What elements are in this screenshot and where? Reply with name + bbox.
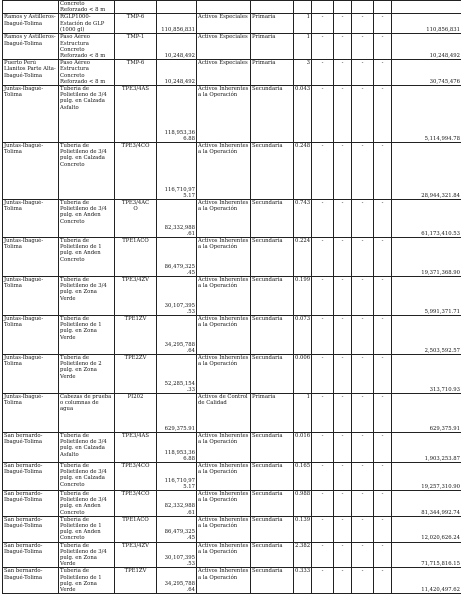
cell-dash: - — [334, 491, 352, 517]
cell-dash: - — [334, 542, 352, 568]
cell-cat — [251, 1, 294, 14]
table-row — [3, 86, 461, 143]
cell-type: Activos Inherentes a la Operación — [197, 277, 251, 316]
cell-dash: - — [312, 14, 334, 34]
cell-total: 313,710.93 — [392, 355, 461, 394]
cell-cat: Secundaria — [251, 86, 294, 143]
cell-dash: - — [334, 200, 352, 238]
cell-desc: Tubería de Polietileno de 1 pulg. en Anden Concreto — [59, 516, 115, 542]
cell-code: PI202 — [115, 394, 157, 433]
cell-desc: Tubería de Polietileno de 3/4 pulg. en Zona Verde — [59, 542, 115, 568]
cell-qty: 0.333 — [294, 568, 312, 594]
cell-price: 116,710,97 5.17 — [157, 143, 197, 200]
cell-cat: Secundaria — [251, 542, 294, 568]
table-row — [3, 1, 461, 14]
cell-qty: 0.199 — [294, 277, 312, 316]
cell-dash: - — [374, 34, 392, 60]
cell-total: 2,503,592.57 — [392, 316, 461, 355]
cell-type: Activos Inherentes a la Operación — [197, 433, 251, 463]
cell-qty: 1 — [294, 394, 312, 433]
cell-dash: - — [374, 568, 392, 594]
cell-code: TMP-6 — [115, 60, 157, 86]
cell-dash: - — [334, 568, 352, 594]
cell-type: Activos Inherentes a la Operación — [197, 542, 251, 568]
cell-qty: 0.743 — [294, 200, 312, 238]
cell-price: 10,248,492 — [157, 34, 197, 60]
cell-price: 34,295,788 .64 — [157, 568, 197, 594]
cell-dash: - — [312, 355, 334, 394]
cell-dash: - — [312, 86, 334, 143]
cell-price: 30,107,395 .53 — [157, 277, 197, 316]
cell-loc: San bernardo-Ibagué-Tolima — [3, 463, 59, 491]
cell-loc: Juntas-Ibagué-Tolima — [3, 143, 59, 200]
cell-dash: - — [312, 433, 334, 463]
cell-loc: Juntas-Ibagué-Tolima — [3, 355, 59, 394]
cell-type — [197, 1, 251, 14]
cell-total: 30,745,476 — [392, 60, 461, 86]
cell-dash: - — [312, 463, 334, 491]
cell-type: Activos Especiales — [197, 14, 251, 34]
cell-code: TPE1ACO — [115, 516, 157, 542]
cell-dash: - — [374, 316, 392, 355]
cell-cat: Primaria — [251, 60, 294, 86]
cell-loc: San bernardo-Ibagué-Tolima — [3, 491, 59, 517]
cell-dash — [374, 1, 392, 14]
cell-loc: San bernardo-Ibagué-Tolima — [3, 433, 59, 463]
cell-dash: - — [334, 277, 352, 316]
cell-dash: - — [334, 14, 352, 34]
cell-type: Activos Inherentes a la Operación — [197, 238, 251, 277]
cell-desc: Tubería de Polietileno de 3/4 pulg. en Anden Concreto — [59, 491, 115, 517]
cell-cat: Secundaria — [251, 491, 294, 517]
cell-cat: Secundaria — [251, 568, 294, 594]
cell-qty: 1 — [294, 34, 312, 60]
table-row — [3, 394, 461, 433]
cell-desc: Cabezas de prueba o columnas de agua — [59, 394, 115, 433]
cell-desc: Tubería de Polietileno de 3/4 pulg. en Zona Verde — [59, 277, 115, 316]
cell-dash: - — [312, 542, 334, 568]
cell-code — [115, 1, 157, 14]
table-row — [3, 542, 461, 568]
cell-total: 19,371,368.90 — [392, 238, 461, 277]
cell-qty: 0.006 — [294, 355, 312, 394]
cell-dash: - — [352, 34, 374, 60]
table-row — [3, 34, 461, 60]
cell-total: 10,248,492 — [392, 34, 461, 60]
cell-price: 118,953,36 6.88 — [157, 433, 197, 463]
table-row — [3, 463, 461, 491]
cell-dash: - — [312, 568, 334, 594]
table-row — [3, 316, 461, 355]
cell-dash: - — [374, 60, 392, 86]
cell-desc: Tubería de Polietileno de 3/4 pulg. en Calzada Asfalto — [59, 86, 115, 143]
cell-qty: 2.382 — [294, 542, 312, 568]
cell-dash — [334, 1, 352, 14]
cell-code: TPE2ZV — [115, 355, 157, 394]
cell-total: 28,944,321.84 — [392, 143, 461, 200]
cell-dash: - — [374, 355, 392, 394]
cell-code: TPE3/4ZV — [115, 542, 157, 568]
cell-desc: Tubería de Polietileno de 1 pulg. en Zona Verde — [59, 568, 115, 594]
cell-dash — [312, 1, 334, 14]
cell-dash: - — [352, 238, 374, 277]
cell-type: Activos Inherentes a la Operación — [197, 568, 251, 594]
cell-dash: - — [374, 143, 392, 200]
cell-code: TMP-1 — [115, 34, 157, 60]
cell-qty: 0.248 — [294, 143, 312, 200]
cell-cat: Secundaria — [251, 433, 294, 463]
cell-dash: - — [312, 277, 334, 316]
table-row — [3, 491, 461, 517]
cell-type: Activos Especiales — [197, 34, 251, 60]
cell-total: 81,344,992.74 — [392, 491, 461, 517]
cell-dash: - — [352, 143, 374, 200]
cell-total: 1,903,253.87 — [392, 433, 461, 463]
cell-type: Activos Inherentes a la Operación — [197, 516, 251, 542]
cell-cat: Secundaria — [251, 200, 294, 238]
cell-dash: - — [334, 60, 352, 86]
cell-loc: San bernardo-Ibagué-Tolima — [3, 568, 59, 594]
cell-desc: Tubería de Polietileno de 2 pulg. en Zona Verde — [59, 355, 115, 394]
cell-code: TPE3/4AS — [115, 86, 157, 143]
cell-desc: Tubería de Polietileno de 3/4 pulg. en Calzada Concreto — [59, 143, 115, 200]
cell-dash: - — [374, 433, 392, 463]
cell-cat: Secundaria — [251, 516, 294, 542]
cell-qty: 0.139 — [294, 516, 312, 542]
cell-total: 5,991,371.71 — [392, 277, 461, 316]
cell-desc: Paso Aéreo Estructura Concreto Reforzado < 8 m — [59, 34, 115, 60]
cell-dash: - — [334, 394, 352, 433]
cell-desc: Tubería de Polietileno de 3/4 pulg. en Calzada Concreto — [59, 463, 115, 491]
cell-dash: - — [352, 542, 374, 568]
cell-code: TPE1ZV — [115, 568, 157, 594]
cell-code: TPE3/4ZV — [115, 277, 157, 316]
cell-price: 82,332,988 .61 — [157, 491, 197, 517]
cell-loc: Ramos y Astilleros-Ibagué-Tolima — [3, 34, 59, 60]
cell-dash: - — [352, 277, 374, 316]
cell-type: Activos Inherentes a la Operación — [197, 491, 251, 517]
cell-dash: - — [334, 316, 352, 355]
cell-dash: - — [352, 316, 374, 355]
cell-price: 82,332,988 .61 — [157, 200, 197, 238]
cell-price: 30,107,395 .53 — [157, 542, 197, 568]
cell-cat: Secundaria — [251, 316, 294, 355]
cell-dash — [352, 1, 374, 14]
cell-dash: - — [374, 491, 392, 517]
cell-dash: - — [352, 394, 374, 433]
table-row — [3, 355, 461, 394]
cell-price: 116,710,97 5.17 — [157, 463, 197, 491]
cell-cat: Secundaria — [251, 277, 294, 316]
cell-price: 629,375.91 — [157, 394, 197, 433]
table-row — [3, 516, 461, 542]
cell-desc: Tubería de Polietileno de 1 pulg. en Anden Concreto — [59, 238, 115, 277]
cell-cat: Secundaria — [251, 463, 294, 491]
cell-total: 61,173,410.53 — [392, 200, 461, 238]
cell-dash: - — [334, 86, 352, 143]
cell-code: TPE3/4CO — [115, 491, 157, 517]
cell-type: Activos de Control de Calidad — [197, 394, 251, 433]
cell-cat: Primaria — [251, 394, 294, 433]
table-row — [3, 433, 461, 463]
cell-qty — [294, 1, 312, 14]
cell-dash: - — [334, 355, 352, 394]
cell-dash: - — [312, 516, 334, 542]
cell-qty: 1 — [294, 14, 312, 34]
cell-dash: - — [312, 316, 334, 355]
cell-price: 110,856,831 — [157, 14, 197, 34]
cell-type: Activos Inherentes a la Operación — [197, 143, 251, 200]
cell-dash: - — [352, 463, 374, 491]
cell-qty: 0.165 — [294, 463, 312, 491]
cell-price: 86,479,325 .45 — [157, 238, 197, 277]
cell-dash: - — [352, 60, 374, 86]
cell-cat: Secundaria — [251, 355, 294, 394]
cell-qty: 0.224 — [294, 238, 312, 277]
cell-type: Activos Inherentes a la Operación — [197, 200, 251, 238]
cell-total: 19,257,310.90 — [392, 463, 461, 491]
cell-dash: - — [352, 433, 374, 463]
table-row — [3, 143, 461, 200]
cell-code: TPE3/4CO — [115, 463, 157, 491]
cell-type: Activos Especiales — [197, 60, 251, 86]
cell-dash: - — [374, 14, 392, 34]
cell-loc: Ramos y Astilleros-Ibagué-Tolima — [3, 14, 59, 34]
cell-desc: Tubería de Polietileno de 3/4 pulg. en Calzada Asfalto — [59, 433, 115, 463]
cell-desc: Tubería de Polietileno de 3/4 pulg. en Anden Concreto — [59, 200, 115, 238]
cell-code: TPE1ACO — [115, 238, 157, 277]
cell-price: 10,248,492 — [157, 60, 197, 86]
cell-loc: Juntas-Ibagué-Tolima — [3, 277, 59, 316]
cell-price: 118,953,36 6.88 — [157, 86, 197, 143]
cell-dash: - — [352, 516, 374, 542]
cell-type: Activos Inherentes a la Operación — [197, 316, 251, 355]
cell-qty: 0.016 — [294, 433, 312, 463]
cell-dash: - — [312, 200, 334, 238]
cell-dash: - — [334, 34, 352, 60]
cell-dash: - — [312, 143, 334, 200]
cell-dash: - — [312, 491, 334, 517]
cell-dash: - — [374, 394, 392, 433]
cell-loc: Juntas-Ibagué-Tolima — [3, 316, 59, 355]
cell-qty: 0.073 — [294, 316, 312, 355]
cell-type: Activos Inherentes a la Operación — [197, 355, 251, 394]
cell-dash: - — [312, 394, 334, 433]
cell-loc: Juntas-Ibagué-Tolima — [3, 238, 59, 277]
cell-dash: - — [312, 238, 334, 277]
cell-desc: RGLP1000-Estación de GLP (1000 gl) — [59, 14, 115, 34]
cell-code: TPE3/4AC O — [115, 200, 157, 238]
cell-dash: - — [334, 433, 352, 463]
cell-cat: Secundaria — [251, 143, 294, 200]
cell-dash: - — [374, 238, 392, 277]
table-row — [3, 14, 461, 34]
cell-dash: - — [334, 143, 352, 200]
cell-total: 11,420,497.62 — [392, 568, 461, 594]
table-row — [3, 568, 461, 594]
cell-desc: Tubería de Polietileno de 1 pulg. en Zona Verde — [59, 316, 115, 355]
cell-qty: 0.043 — [294, 86, 312, 143]
cell-dash: - — [374, 200, 392, 238]
cell-loc: Puerto Perú Llanitos Parte Alta-Ibagué-Tolima — [3, 60, 59, 86]
cell-dash: - — [352, 491, 374, 517]
cell-dash: - — [312, 34, 334, 60]
cell-desc: Concreto Reforzado < 8 m — [59, 1, 115, 14]
cell-loc: Juntas-Ibagué-Tolima — [3, 200, 59, 238]
cell-total — [392, 1, 461, 14]
cell-dash: - — [374, 463, 392, 491]
cell-dash: - — [334, 516, 352, 542]
cell-dash: - — [374, 277, 392, 316]
cell-loc — [3, 1, 59, 14]
cell-type: Activos Inherentes a la Operación — [197, 463, 251, 491]
cell-desc: Paso Aéreo Estructura Concreto Reforzado < 8 m — [59, 60, 115, 86]
cell-type: Activos Inherentes a la Operación — [197, 86, 251, 143]
cell-dash: - — [374, 516, 392, 542]
table-row — [3, 238, 461, 277]
cell-price: 52,285,154 .33 — [157, 355, 197, 394]
cell-dash: - — [352, 200, 374, 238]
cell-cat: Primaria — [251, 34, 294, 60]
cell-dash: - — [334, 238, 352, 277]
cell-dash: - — [374, 542, 392, 568]
cell-price: 86,479,325 .45 — [157, 516, 197, 542]
cell-loc: Juntas-Ibagué-Tolima — [3, 86, 59, 143]
cell-dash: - — [312, 60, 334, 86]
cell-total: 629,375.91 — [392, 394, 461, 433]
cell-total: 110,856,831 — [392, 14, 461, 34]
table-row — [3, 200, 461, 238]
cell-qty: 0.988 — [294, 491, 312, 517]
cell-loc: San bernardo-Ibagué-Tolima — [3, 542, 59, 568]
table-row — [3, 277, 461, 316]
cell-code: TMP-6 — [115, 14, 157, 34]
cell-dash: - — [352, 86, 374, 143]
cell-qty: 3 — [294, 60, 312, 86]
asset-table — [2, 0, 461, 594]
table-row — [3, 60, 461, 86]
cell-dash: - — [352, 355, 374, 394]
cell-total: 71,715,816.15 — [392, 542, 461, 568]
cell-loc: Juntas-Ibagué-Tolima — [3, 394, 59, 433]
cell-dash: - — [334, 463, 352, 491]
cell-cat: Secundaria — [251, 238, 294, 277]
cell-code: TPE1ZV — [115, 316, 157, 355]
cell-code: TPE3/4AS — [115, 433, 157, 463]
cell-total: 5,114,994.78 — [392, 86, 461, 143]
cell-dash: - — [352, 568, 374, 594]
cell-total: 12,020,626.24 — [392, 516, 461, 542]
cell-price — [157, 1, 197, 14]
cell-price: 34,295,788 .64 — [157, 316, 197, 355]
cell-loc: San bernardo-Ibagué-Tolima — [3, 516, 59, 542]
cell-code: TPE3/4CO — [115, 143, 157, 200]
cell-dash: - — [374, 86, 392, 143]
cell-dash: - — [352, 14, 374, 34]
cell-cat: Primaria — [251, 14, 294, 34]
